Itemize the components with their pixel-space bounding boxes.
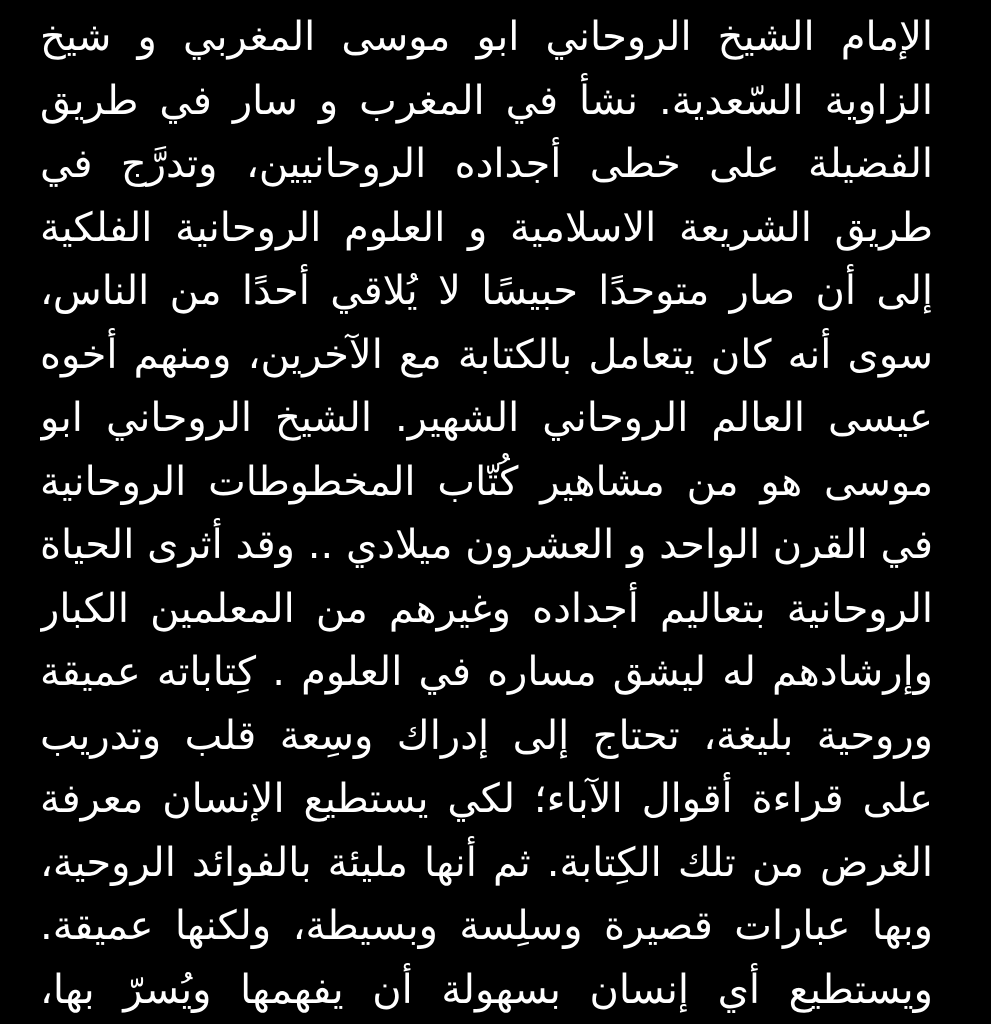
paragraph-line: عيسى العالم الروحاني الشهير. الشيخ الروحاني ابو — [40, 395, 933, 441]
paragraph-line: الإمام الشيخ الروحاني ابو موسى المغربي و شيخ — [40, 14, 933, 60]
paragraph-line: ويستطيع أي إنسان بسهولة أن يفهمها ويُسرّ بها، — [40, 966, 933, 1013]
paragraph-line: الروحانية بتعاليم أجداده وغيرهم من المعلمين الكبار — [40, 585, 933, 632]
paragraph-line: الزاوية السّعدية. نشأ في المغرب و سار في طريق — [40, 77, 933, 124]
paragraph-line: في القرن الواحد و العشرون ميلادي .. وقد أثرى الحياة — [40, 522, 933, 568]
paragraph-line: وإرشادهم له ليشق مساره في العلوم . كِتاباته عميقة — [40, 649, 933, 695]
paragraph-line: طريق الشريعة الاسلامية و العلوم الروحانية الفلكية — [40, 204, 933, 251]
paragraph-line: موسى هو من مشاهير كُتّاب المخطوطات الروحانية — [40, 458, 933, 505]
paragraph-line: الغرض من تلك الكِتابة. ثم أنها مليئة بالفوائد الروحية، — [40, 839, 933, 886]
paragraph-line: إلى أن صار متوحدًا حبيسًا لا يُلاقي أحدًا من الناس، — [40, 268, 933, 314]
paragraph-line: وبها عبارات قصيرة وسلِسة وبسيطة، ولكنها عميقة. — [40, 903, 933, 949]
paragraph-line: سوى أنه كان يتعامل بالكتابة مع الآخرين، ومنهم أخوه — [40, 331, 933, 378]
arabic-paragraph — [40, 6, 933, 1022]
paragraph-line: على قراءة أقوال الآباء؛ لكي يستطيع الإنسان معرفة — [40, 776, 933, 822]
paragraph-line: وروحية بليغة، تحتاج إلى إدراك وسِعة قلب وتدريب — [40, 712, 933, 759]
paragraph-line: الفضيلة على خطى أجداده الروحانيين، وتدرَّج في — [40, 141, 933, 187]
